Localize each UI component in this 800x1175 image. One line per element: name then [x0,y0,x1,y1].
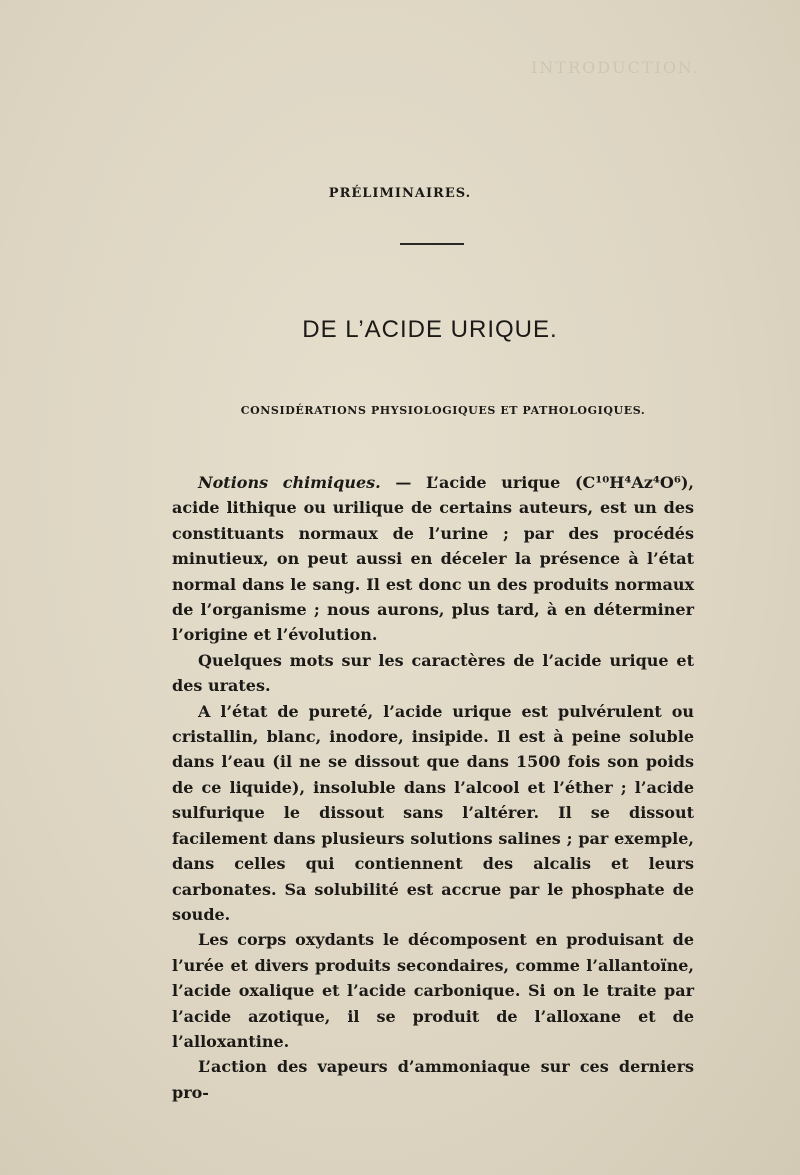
paragraph-4: Les corps oxydants le décomposent en produisant de l’urée et divers produits secondaires, comme l’allantoïne, l’acide oxalique et l’acide carbonique. Si on le traite par l’acide azotique, il se produit de l’alloxane et de l’alloxantine. [172,930,694,1051]
paragraph-1-text: — L’acide urique (C¹⁰H⁴Az⁴O⁶), acide lithique ou urilique de certains auteurs, est un des constituants normaux de l’urine ; par des procédés minutieux, on peut aussi en déceler la présence à l’état normal dans le sang. Il est donc un des produits normaux de l’organisme ; nous aurons, plus tard, à en déterminer l’origine et l’évolution. [172,473,694,645]
paragraph-3: A l’état de pureté, l’acide urique est pulvérulent ou cristallin, blanc, inodore, insipide. Il est à peine soluble dans l’eau (il ne se dissout que dans 1500 fois son poids de ce liquide), insoluble dans l’alcool et l’éther ; l’acide sulfurique le dissout sans l’altérer. Il se dissout facilement dans plusieurs solutions salines ; par exemple, dans celles qui contiennent des alcalis et leurs carbonates. Sa solubilité est accrue par le phosphate de soude. [172,701,694,924]
paragraph-2: Quelques mots sur les caractères de l’acide urique et des urates. [172,650,694,696]
body-text [172,470,694,1105]
paragraph-1-lead: Notions chimiques. [198,473,381,492]
page-subtitle: CONSIDÉRATIONS PHYSIOLOGIQUES ET PATHOLOGIQUES. [240,404,646,417]
decorative-rule [400,243,464,245]
paragraph-5: L’action des vapeurs d’ammoniaque sur ces derniers pro- [172,1057,694,1102]
section-header: PRÉLIMINAIRES. [328,186,472,201]
page-title: DE L’ACIDE URIQUE. [302,316,558,343]
bleed-through-header: INTRODUCTION. [531,58,700,77]
paragraph-1 [172,470,694,648]
